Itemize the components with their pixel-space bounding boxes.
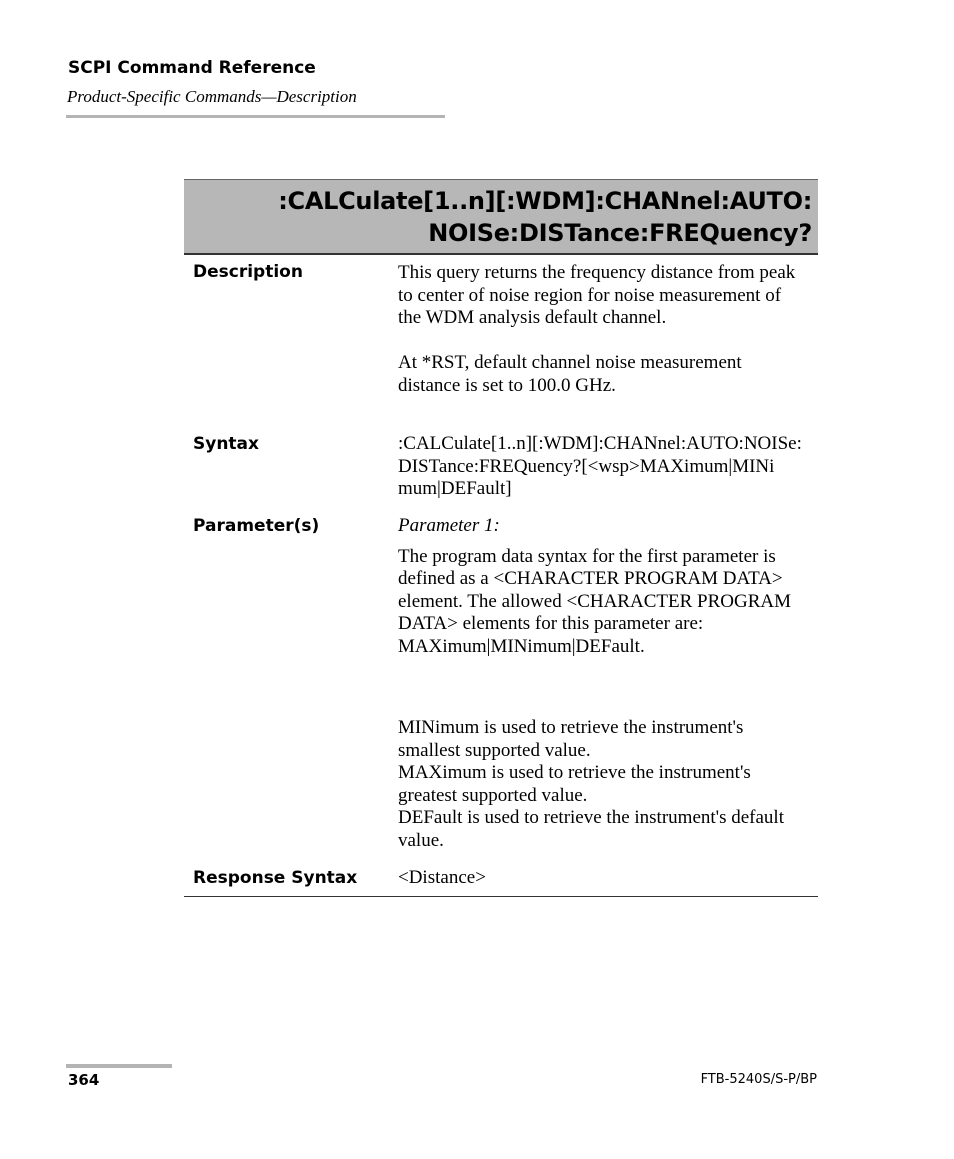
footer-rule: [66, 1064, 172, 1068]
response-syntax-label: Response Syntax: [193, 868, 358, 888]
parameter-values-description: [398, 717, 808, 853]
syntax-value: [398, 433, 818, 501]
description-rst-text: At *RST, default channel noise measurement distance is set to 100.0 GHz.: [398, 352, 742, 396]
description-text: This query returns the frequency distance from peak to center of noise region for noise measurement of the WDM analysis default channel.: [398, 262, 796, 329]
table-bottom-rule: [184, 896, 818, 897]
running-header-subtitle: Product-Specific Commands—Description: [67, 87, 357, 106]
parameter-maximum-text: MAXimum is used to retrieve the instrument's greatest supported value.: [398, 762, 751, 806]
description-label: Description: [193, 262, 303, 282]
parameter-definition-text: The program data syntax for the first parameter is defined as a <CHARACTER PROGRAM DATA> element. The allowed <CHARACTER PROGRAM DATA> elements for this parameter are: MAXimum|MINimum|DEFault.: [398, 545, 791, 657]
syntax-line3: mum|DEFault]: [398, 478, 512, 500]
parameters-label: Parameter(s): [193, 516, 320, 536]
syntax-label: Syntax: [193, 434, 259, 454]
syntax-line2: DISTance:FREQuency?[<wsp>MAXimum|MINi: [398, 455, 775, 477]
response-syntax-value: <Distance>: [398, 867, 486, 888]
syntax-line1: :CALCulate[1..n][:WDM]:CHANnel:AUTO:NOISe:: [398, 433, 802, 454]
parameters-value: [398, 515, 814, 659]
command-title-line2: NOISe:DISTance:FREQuency?: [428, 219, 812, 247]
command-title: [278, 185, 812, 249]
parameter-default-text: DEFault is used to retrieve the instrument's default value.: [398, 807, 784, 851]
page-number: 364: [68, 1071, 100, 1089]
product-model: FTB-5240S/S-P/BP: [700, 1072, 817, 1087]
command-title-box: [184, 179, 818, 255]
command-title-line1: :CALCulate[1..n][:WDM]:CHANnel:AUTO:: [278, 187, 812, 215]
description-value: [398, 262, 808, 398]
parameter-minimum-text: MINimum is used to retrieve the instrument's smallest supported value.: [398, 717, 744, 761]
parameter-heading: Parameter 1:: [398, 515, 500, 536]
running-header-title: SCPI Command Reference: [68, 58, 316, 78]
header-rule: [66, 115, 445, 118]
